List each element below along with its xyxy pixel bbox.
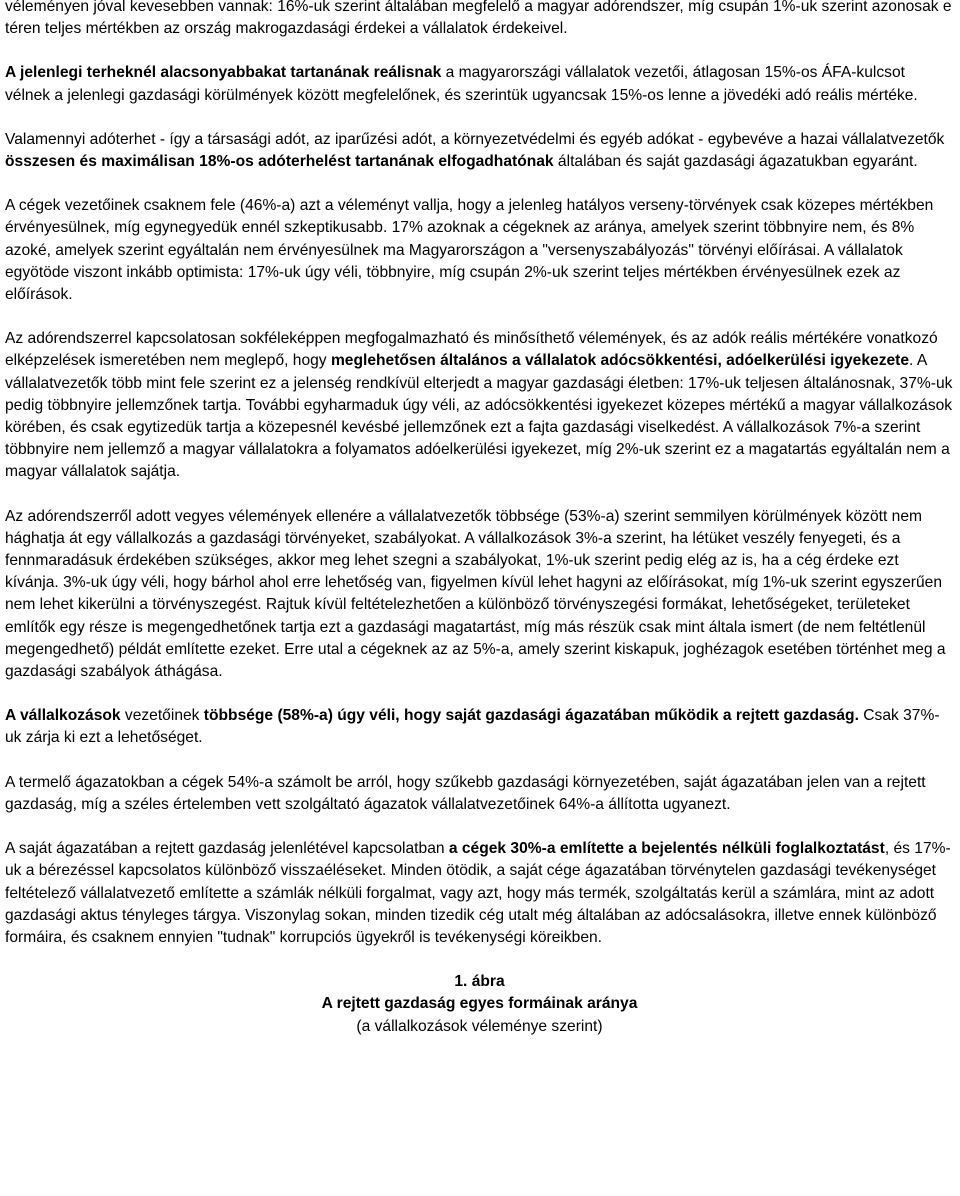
paragraph	[5, 129, 954, 173]
text-run: Az adórendszerrel kapcsolatosan sokféleképpen megfogalmazható és minősíthető vélemények, és az adók reális mértékére vonatkozó elképzelések ismeretében nem meglepő, hogy	[5, 330, 938, 370]
figure-number: 1. ábra	[454, 973, 505, 991]
bold-text: meglehetősen általános a vállalatok adócsökkentési, adóelkerülési igyekezete	[330, 352, 910, 370]
figure-title: A rejtett gazdaság egyes formáinak aránya	[321, 995, 638, 1013]
text-run: A termelő ágazatokban a cégek 54%-a számolt be arról, hogy szűkebb gazdasági környezetében, saját ágazatában jelen van a rejtett gazdaság, míg a széles értelemben vett szolgáltató ágazatok vállalatvezetőinek 64%-a állította ugyanezt.	[5, 773, 926, 813]
bold-text: összesen és maximálisan 18%-os adóterhelést tartanának elfogadhatónak	[5, 153, 554, 171]
paragraph	[5, 705, 954, 749]
figure-caption	[5, 971, 954, 1038]
bold-text: többsége (58%-a) úgy véli, hogy saját gazdasági ágazatában működik a rejtett gazdaság.	[203, 707, 859, 725]
bold-text: a cégek 30%-a említette a bejelentés nélküli foglalkoztatást	[448, 840, 885, 858]
paragraph	[5, 772, 954, 816]
paragraph	[5, 195, 954, 306]
text-run: . A vállalatvezetők több mint fele szerint ez a jelenség rendkívül elterjedt a magyar gazdasági életben: 17%-uk teljesen általánosnak, 37%-uk pedig többnyire jellemzőnek tartja. További egyharmaduk úgy véli, az adócsökkentési igyekezet közepes mértékű a magyar vállalkozások körében, és csak egytizedük tartja a közepesnél kevésbé jellemzőnek ezt a fajta gazdasági viselkedést. A vállalkozások 7%-a szerint többnyire nem jellemző a magyar vállalatokra a folyamatos adóelkerülési igyekezet, míg 2%-uk szerint ez a magatartás egyáltalán nem a magyar vállalatok sajátja.	[5, 352, 953, 481]
text-run: Az adórendszerről adott vegyes vélemények ellenére a vállalatvezetők többsége (53%-a) szerint semmilyen körülmények között nem hághatja át egy vállalkozás a gazdasági törvényeket, szabályokat. A vállalkozások 3%-a szerint, ha létüket veszély fenyegeti, és a fennmaradásuk érdekében szükséges, akkor meg lehet szegni a szabályokat, 1%-uk szerint pedig elég az is, ha a cég érdeke ezt kívánja. 3%-uk úgy véli, hogy bárhol ahol erre lehetőség van, figyelmen kívül lehet hagyni az előírásokat, míg 1%-uk szerint egyszerűen nem lehet kikerülni a törvényszegést. Rajtuk kívül feltételezhetően a különböző törvényszegési formákat, lehetőségeket, területeket említők egy része is megengedhetőnek tartja ezt a gazdasági magatartást, míg más részük csak mint általa ismert (de nem feltétlenül megengedhető) példát említette ezeket. Erre utal a cégeknek az az 5%-a, amely szerint kiskapuk, joghézagok esetében történhet meg a gazdasági szabályok áthágása.	[5, 507, 946, 681]
text-run: a magyarországi vállalatok vezetői, átlagosan 15%-os ÁFA-kulcsot vélnek a jelenlegi gazdasági körülmények között megfelelőnek, és szerintük ugyancsak 15%-os lenne a jövedéki adó reális mértéke.	[5, 64, 918, 104]
paragraph	[5, 506, 954, 684]
paragraph	[5, 0, 954, 40]
text-run: általában és saját gazdasági ágazatukban egyaránt.	[553, 153, 918, 171]
body-text	[5, 0, 954, 949]
text-run: vezetőinek	[120, 707, 204, 725]
bold-text: A jelenlegi terheknél alacsonyabbakat tartanának reálisnak	[5, 64, 442, 82]
text-run: A cégek vezetőinek csaknem fele (46%-a) azt a véleményt vallja, hogy a jelenleg hatályos verseny-törvények csak közepes mértékben érvényesülnek, míg egynegyedük ennél szkeptikusabb. 17% azoknak a cégeknek az aránya, amelyek szerint többnyire nem, és 8% azoké, amelyek szerint egyáltalán nem érvényesülnek ma Magyarországon a "versenyszabályozás" törvényi előírásai. A vállalatok egyötöde viszont inkább optimista: 17%-uk úgy véli, többnyire, míg csupán 2%-uk szerint teljes mértékben érvényesülnek ezek az előírások.	[5, 197, 934, 304]
bold-text: A vállalkozások	[5, 707, 121, 725]
paragraph	[5, 62, 954, 106]
paragraph	[5, 838, 954, 949]
text-run: , és 17%-uk a bérezéssel kapcsolatos különböző visszaéléseket. Minden ötödik, a saját cége ágazatában törvénytelen gazdasági tevékenységet feltételező vállalatvezető említette a számlák nélküli forgalmat, vagy azt, hogy más termék, szolgáltatás kerül a számlára, mint az adott gazdasági aktus tényleges tárgya. Viszonylag sokan, minden tizedik cég utalt még általában az adócsalásokra, illetve ennek különböző formáira, és csaknem ennyien "tudnak" korrupciós ügyekről is tevékenységi köreikben.	[5, 840, 951, 946]
text-run: Csak 37%-uk zárja ki ezt a lehetőséget.	[5, 707, 940, 747]
figure-subtitle: (a vállalkozások véleménye szerint)	[356, 1017, 603, 1035]
text-run: A saját ágazatában a rejtett gazdaság jelenlétével kapcsolatban	[5, 840, 449, 858]
text-run: véleményen jóval kevesebben vannak: 16%-uk szerint általában megfelelő a magyar adórendszer, míg csupán 1%-uk szerint azonosak e téren teljes mértékben az ország makrogazdasági érdekei a vállalatok érdekeivel.	[5, 0, 952, 38]
text-run: Valamennyi adóterhet - így a társasági adót, az iparűzési adót, a környezetvédelmi és egyéb adókat - egybevéve a hazai vállalatvezetők	[5, 130, 945, 148]
paragraph	[5, 328, 954, 483]
